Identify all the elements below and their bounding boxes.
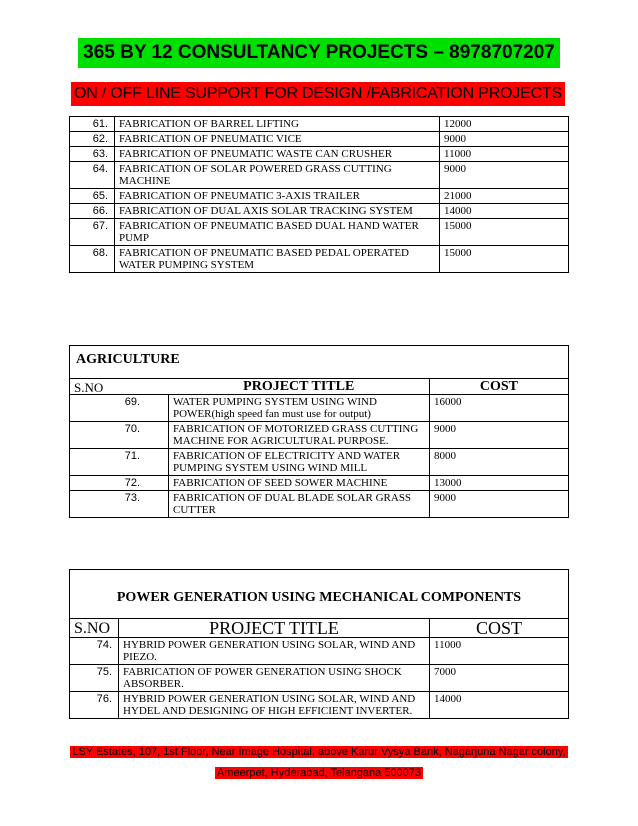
table-row bbox=[70, 132, 569, 147]
table-row bbox=[70, 147, 569, 162]
footer-address-text: Ameerpet, Hyderabad, Telangana 500073 bbox=[216, 767, 422, 779]
table-row bbox=[70, 117, 569, 132]
table-row bbox=[70, 422, 569, 449]
column-header-sno: S.NO bbox=[70, 379, 169, 395]
row-sno: 62. bbox=[70, 132, 115, 147]
power-generation-table-body bbox=[70, 638, 569, 719]
row-sno: 69. bbox=[70, 395, 169, 422]
page-subtitle: ON / OFF LINE SUPPORT FOR DESIGN /FABRICATION PROJECTS bbox=[71, 82, 565, 106]
projects-table-1 bbox=[69, 116, 569, 273]
section-header-row bbox=[70, 570, 569, 619]
row-project-title: FABRICATION OF DUAL BLADE SOLAR GRASS CUTTER bbox=[169, 491, 430, 518]
row-project-title: FABRICATION OF PNEUMATIC 3-AXIS TRAILER bbox=[115, 189, 440, 204]
row-cost: 8000 bbox=[430, 449, 569, 476]
row-sno: 68. bbox=[70, 246, 115, 273]
row-project-title: HYBRID POWER GENERATION USING SOLAR, WIND AND PIEZO. bbox=[119, 638, 430, 665]
row-cost: 16000 bbox=[430, 395, 569, 422]
table-row bbox=[70, 665, 569, 692]
table-row bbox=[70, 204, 569, 219]
row-project-title: FABRICATION OF DUAL AXIS SOLAR TRACKING SYSTEM bbox=[115, 204, 440, 219]
row-project-title: FABRICATION OF ELECTRICITY AND WATER PUMPING SYSTEM USING WIND MILL bbox=[169, 449, 430, 476]
agriculture-table bbox=[69, 345, 569, 518]
row-cost: 9000 bbox=[440, 162, 569, 189]
column-header-title: PROJECT TITLE bbox=[119, 619, 430, 638]
row-project-title: FABRICATION OF SEED SOWER MACHINE bbox=[169, 476, 430, 491]
row-cost: 11000 bbox=[440, 147, 569, 162]
footer-address-line-1 bbox=[0, 745, 638, 759]
row-cost: 9000 bbox=[440, 132, 569, 147]
row-sno: 70. bbox=[70, 422, 169, 449]
table-row bbox=[70, 476, 569, 491]
row-project-title: FABRICATION OF SOLAR POWERED GRASS CUTTING MACHINE bbox=[115, 162, 440, 189]
footer-address-line-2 bbox=[0, 766, 638, 780]
table-row bbox=[70, 449, 569, 476]
row-project-title: FABRICATION OF POWER GENERATION USING SHOCK ABSORBER. bbox=[119, 665, 430, 692]
column-header-cost: COST bbox=[430, 619, 569, 638]
row-cost: 14000 bbox=[440, 204, 569, 219]
table-row bbox=[70, 638, 569, 665]
section-title: POWER GENERATION USING MECHANICAL COMPONENTS bbox=[70, 570, 569, 619]
row-cost: 15000 bbox=[440, 246, 569, 273]
row-sno: 76. bbox=[70, 692, 119, 719]
row-sno: 63. bbox=[70, 147, 115, 162]
table-row bbox=[70, 219, 569, 246]
row-project-title: FABRICATION OF PNEUMATIC VICE bbox=[115, 132, 440, 147]
row-sno: 64. bbox=[70, 162, 115, 189]
table-row bbox=[70, 189, 569, 204]
row-sno: 67. bbox=[70, 219, 115, 246]
column-header-cost: COST bbox=[430, 379, 569, 395]
section-header-row bbox=[70, 346, 569, 379]
column-header-row bbox=[70, 379, 569, 395]
row-project-title: WATER PUMPING SYSTEM USING WIND POWER(high speed fan must use for output) bbox=[169, 395, 430, 422]
row-project-title: FABRICATION OF PNEUMATIC BASED DUAL HAND WATER PUMP bbox=[115, 219, 440, 246]
row-project-title: FABRICATION OF PNEUMATIC WASTE CAN CRUSHER bbox=[115, 147, 440, 162]
column-header-sno: S.NO bbox=[70, 619, 119, 638]
row-cost: 9000 bbox=[430, 491, 569, 518]
row-sno: 72. bbox=[70, 476, 169, 491]
row-cost: 9000 bbox=[430, 422, 569, 449]
row-project-title: FABRICATION OF PNEUMATIC BASED PEDAL OPERATED WATER PUMPING SYSTEM bbox=[115, 246, 440, 273]
row-project-title: FABRICATION OF BARREL LIFTING bbox=[115, 117, 440, 132]
row-sno: 65. bbox=[70, 189, 115, 204]
row-project-title: FABRICATION OF MOTORIZED GRASS CUTTING MACHINE FOR AGRICULTURAL PURPOSE. bbox=[169, 422, 430, 449]
row-cost: 14000 bbox=[430, 692, 569, 719]
table-row bbox=[70, 692, 569, 719]
projects-table-1-body bbox=[70, 117, 569, 273]
row-sno: 74. bbox=[70, 638, 119, 665]
row-sno: 73. bbox=[70, 491, 169, 518]
table-row bbox=[70, 491, 569, 518]
table-row bbox=[70, 395, 569, 422]
row-sno: 66. bbox=[70, 204, 115, 219]
table-row bbox=[70, 246, 569, 273]
page-title: 365 BY 12 CONSULTANCY PROJECTS – 8978707207 bbox=[78, 38, 560, 68]
row-project-title: HYBRID POWER GENERATION USING SOLAR, WIND AND HYDEL AND DESIGNING OF HIGH EFFICIENT INVERTER. bbox=[119, 692, 430, 719]
power-generation-table bbox=[69, 569, 569, 719]
column-header-row bbox=[70, 619, 569, 638]
row-cost: 12000 bbox=[440, 117, 569, 132]
row-cost: 7000 bbox=[430, 665, 569, 692]
agriculture-table-body bbox=[70, 395, 569, 518]
table-row bbox=[70, 162, 569, 189]
row-cost: 13000 bbox=[430, 476, 569, 491]
row-cost: 21000 bbox=[440, 189, 569, 204]
column-header-title: PROJECT TITLE bbox=[169, 379, 430, 395]
row-sno: 71. bbox=[70, 449, 169, 476]
section-title: AGRICULTURE bbox=[70, 346, 569, 379]
footer-address-text: LSY Estates, 107, 1st Floor, Near Image Hospital, above Karur Vysya Bank, Nagarjuna Nagar colony, bbox=[72, 746, 566, 758]
row-cost: 15000 bbox=[440, 219, 569, 246]
row-sno: 61. bbox=[70, 117, 115, 132]
row-cost: 11000 bbox=[430, 638, 569, 665]
row-sno: 75. bbox=[70, 665, 119, 692]
